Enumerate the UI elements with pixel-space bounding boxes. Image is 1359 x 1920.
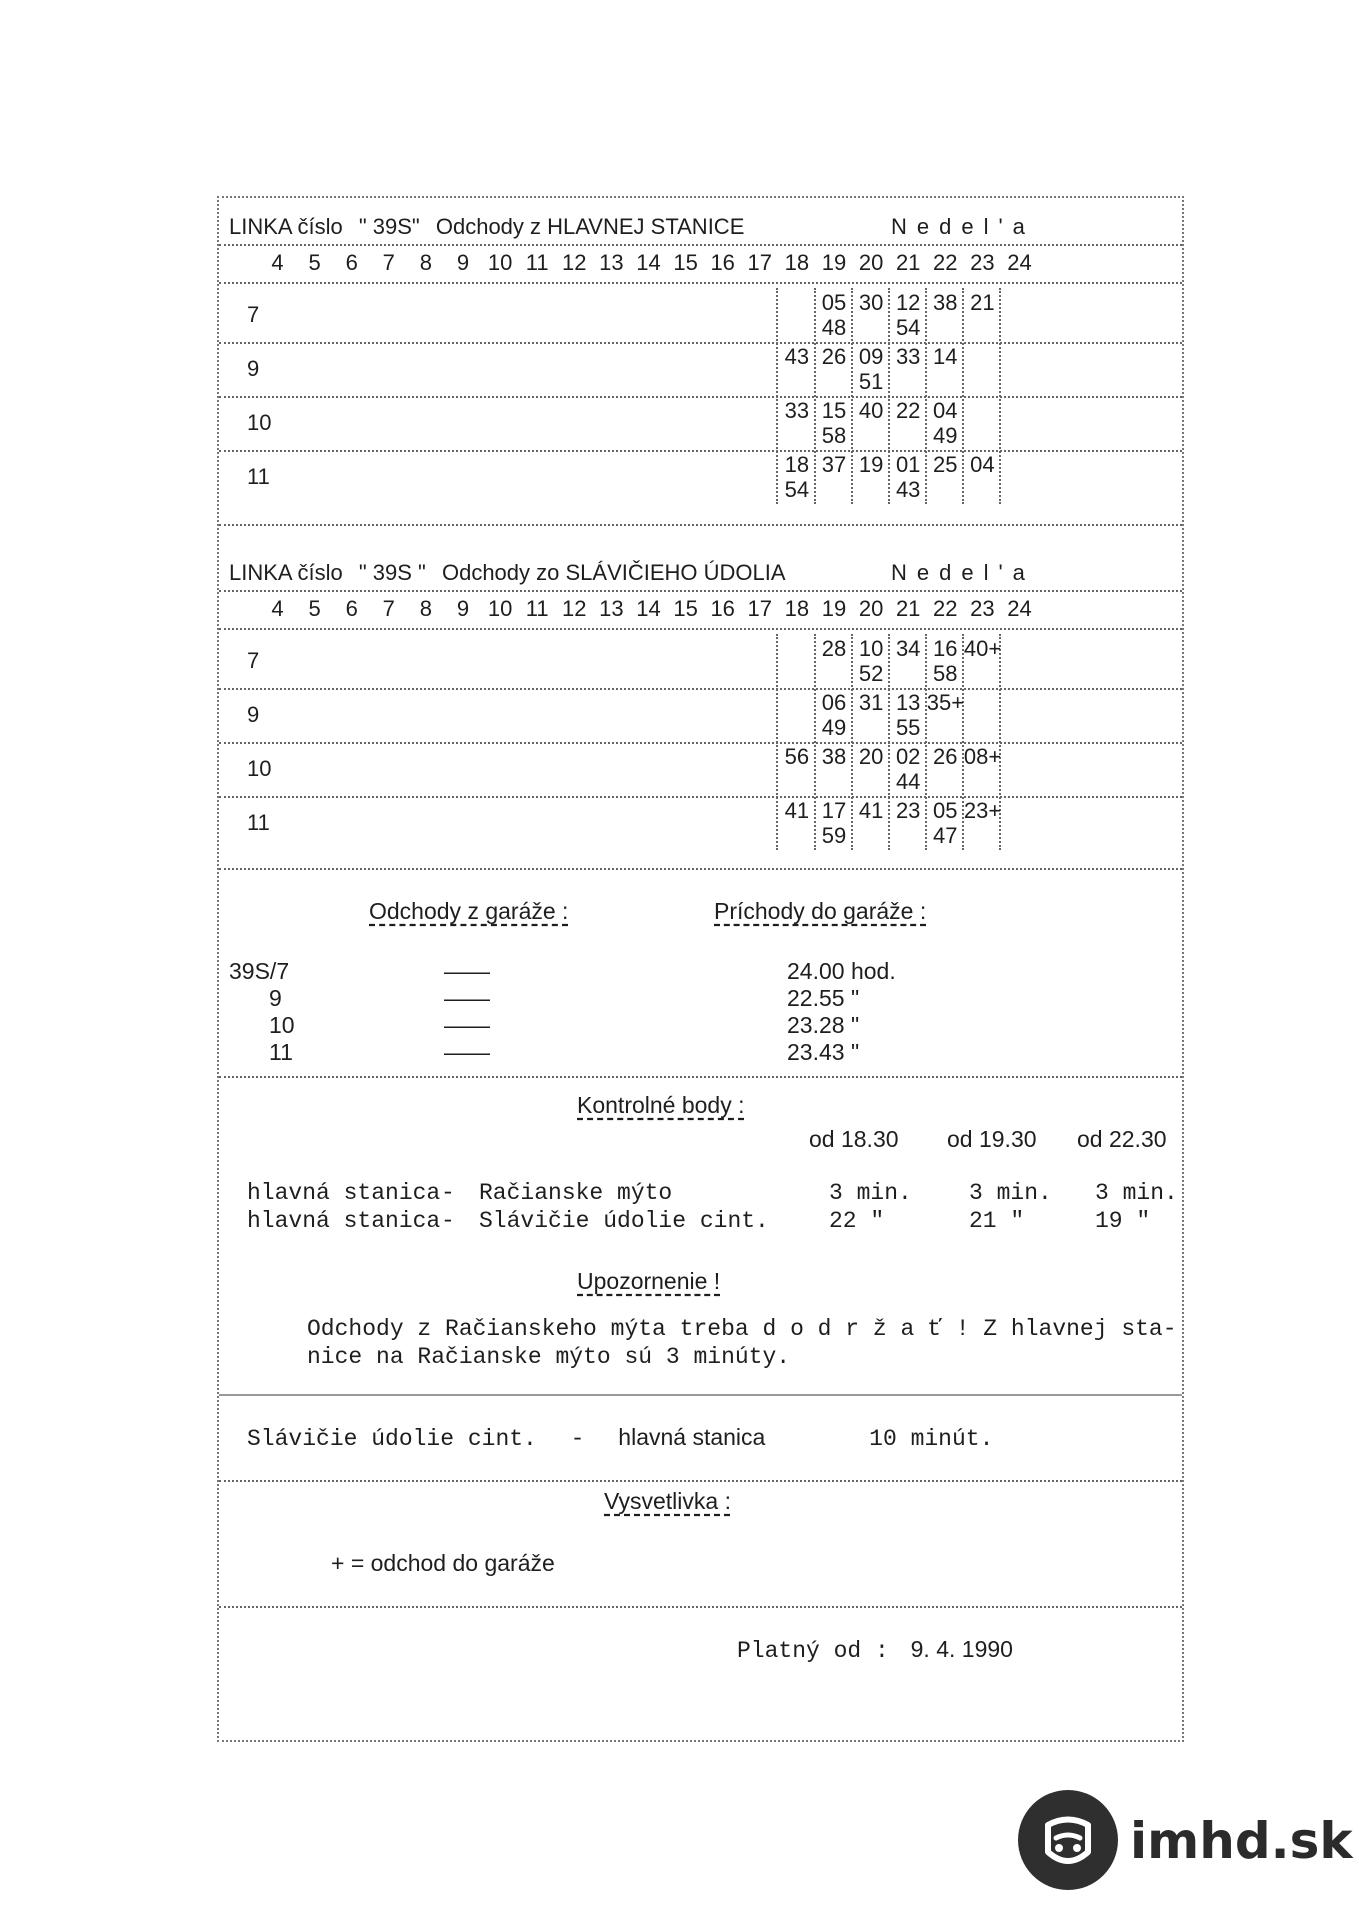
departure-minute: 15 — [821, 398, 847, 423]
garage-arrival: 23.43 " — [787, 1039, 860, 1065]
hour-8: 8 — [419, 596, 433, 621]
hour-22: 22 — [933, 596, 958, 621]
departure-minute: 49 — [933, 423, 958, 448]
checkpoint-value: 3 min. — [969, 1180, 1052, 1206]
garage-departures-title: Odchody z garáže : — [369, 898, 569, 924]
checkpoint-column-header: od 19.30 — [947, 1126, 1037, 1152]
imhd-logo-icon — [1018, 1790, 1118, 1890]
travel-row — [247, 1424, 993, 1452]
departure-minute: 30 — [858, 290, 884, 315]
garage-course: 39S/7 — [229, 958, 290, 984]
hour-22: 22 — [933, 250, 958, 275]
checkpoint-to: Račianske mýto — [479, 1180, 673, 1206]
hour-11: 11 — [525, 250, 549, 275]
hour-13: 13 — [599, 596, 624, 621]
departure-minute: 38 — [933, 290, 958, 315]
hour-6: 6 — [345, 596, 358, 621]
departure-minute: 58 — [821, 423, 847, 448]
valid-from-date: 9. 4. 1990 — [910, 1636, 1013, 1662]
hour-20: 20 — [858, 596, 884, 621]
travel-dash: - — [570, 1426, 585, 1452]
section2-title — [229, 560, 786, 586]
departure-minute: 55 — [895, 715, 921, 740]
hour-15: 15 — [673, 250, 698, 275]
departure-minute: 12 — [895, 290, 921, 315]
departure-minute: 01 — [895, 452, 921, 477]
departure-minute: 20 — [858, 744, 884, 769]
departure-minute: 02 — [895, 744, 921, 769]
departure-minute: 59 — [821, 823, 847, 848]
checkpoint-column-header: od 22.30 — [1077, 1126, 1167, 1152]
hour-4: 4 — [271, 596, 284, 621]
section1-hours-header — [219, 248, 1182, 278]
departure-minute: 23 — [895, 798, 921, 823]
course-label: 7 — [247, 648, 260, 673]
garage-departure: —— — [444, 985, 490, 1011]
departure-minute: 05 — [821, 290, 847, 315]
hour-19: 19 — [821, 596, 847, 621]
garage-course: 9 — [269, 985, 282, 1011]
departure-minute: 41 — [784, 798, 810, 823]
departure-minute: 54 — [784, 477, 810, 502]
section2-line: " 39S " — [358, 560, 426, 585]
section2-title-prefix: LINKA číslo — [229, 560, 343, 585]
departure-minute: 22 — [895, 398, 921, 423]
section2-hours-header — [219, 594, 1182, 624]
valid-from — [737, 1636, 1013, 1664]
departure-minute: 56 — [784, 744, 810, 769]
garage-arrival: 24.00 hod. — [787, 958, 896, 984]
departure-minute: 31 — [858, 690, 884, 715]
hour-12: 12 — [562, 250, 587, 275]
hour-20: 20 — [858, 250, 884, 275]
checkpoint-from: hlavná stanica — [247, 1208, 441, 1234]
valid-from-label: Platný od : — [737, 1638, 889, 1664]
garage-course: 10 — [269, 1012, 295, 1038]
section1-direction: Odchody z HLAVNEJ STANICE — [435, 214, 745, 239]
garage-course: 11 — [269, 1039, 293, 1065]
hour-4: 4 — [271, 250, 284, 275]
departure-minute: 49 — [821, 715, 847, 740]
departure-minute: 47 — [933, 823, 958, 848]
departure-minute: 41 — [858, 798, 884, 823]
section1-line: " 39S" — [358, 214, 420, 239]
imhd-logo-text: imhd.sk — [1130, 1812, 1353, 1870]
departure-minute: 28 — [821, 636, 847, 661]
checkpoint-value: 21 " — [969, 1208, 1025, 1234]
course-label: 11 — [247, 464, 270, 489]
checkpoint-dash: - — [441, 1208, 455, 1234]
departure-minute: 44 — [895, 769, 921, 794]
departure-minute: 13 — [895, 690, 921, 715]
departure-minute: 19 — [858, 452, 884, 477]
hour-17: 17 — [747, 596, 773, 621]
hour-7: 7 — [382, 250, 395, 275]
departure-minute: 17 — [821, 798, 847, 823]
hour-13: 13 — [599, 250, 624, 275]
garage-departure: —— — [444, 1039, 490, 1065]
section1-title — [229, 214, 744, 240]
departure-minute: 04 — [933, 398, 958, 423]
hour-24: 24 — [1007, 596, 1032, 621]
departure-minute: 25 — [933, 452, 958, 477]
hour-14: 14 — [636, 250, 661, 275]
departure-minute: 35+ — [926, 690, 965, 715]
departure-minute: 43 — [895, 477, 921, 502]
departure-minute: 33 — [784, 398, 810, 423]
hour-21: 21 — [895, 596, 921, 621]
departure-minute: 43 — [784, 344, 810, 369]
departure-minute: 21 — [970, 290, 995, 315]
course-label: 10 — [247, 410, 272, 435]
course-label: 10 — [247, 756, 272, 781]
legend-title: Vysvetlivka : — [604, 1488, 731, 1514]
checkpoint-value: 3 min. — [1095, 1180, 1178, 1206]
hour-14: 14 — [636, 596, 661, 621]
departure-minute: 10 — [858, 636, 884, 661]
notice-line2: nice na Račianske mýto sú 3 minúty. — [307, 1344, 791, 1370]
checkpoint-column-header: od 18.30 — [809, 1126, 899, 1152]
departure-minute: 26 — [933, 744, 958, 769]
notice-line1: Odchody z Račianskeho mýta treba d o d r ž a ť ! Z hlavnej sta- — [307, 1316, 1177, 1342]
hour-18: 18 — [784, 596, 810, 621]
garage-arrivals-title: Príchody do garáže : — [714, 898, 927, 924]
checkpoint-value: 22 " — [829, 1208, 885, 1234]
checkpoint-value: 3 min. — [829, 1180, 912, 1206]
departure-minute: 38 — [821, 744, 847, 769]
departure-minute: 58 — [933, 661, 958, 686]
hour-7: 7 — [382, 596, 395, 621]
departure-minute: 05 — [933, 798, 958, 823]
travel-from: Slávičie údolie cint. — [247, 1426, 537, 1452]
departure-minute: 37 — [821, 452, 847, 477]
hour-10: 10 — [487, 596, 513, 621]
departure-minute: 06 — [821, 690, 847, 715]
garage-arrival: 22.55 " — [787, 985, 860, 1011]
hour-5: 5 — [308, 250, 321, 275]
hour-12: 12 — [562, 596, 587, 621]
hour-16: 16 — [710, 250, 735, 275]
departure-minute: 26 — [821, 344, 847, 369]
hour-17: 17 — [747, 250, 773, 275]
timetable-sheet — [217, 196, 1184, 1742]
hour-9: 9 — [456, 250, 470, 275]
departure-minute: 14 — [933, 344, 958, 369]
hour-9: 9 — [456, 596, 470, 621]
hour-15: 15 — [673, 596, 698, 621]
travel-time: 10 minút. — [869, 1426, 994, 1452]
departure-minute: 54 — [895, 315, 921, 340]
hour-10: 10 — [487, 250, 513, 275]
course-label: 7 — [247, 302, 260, 327]
checkpoint-dash: - — [441, 1180, 455, 1206]
hour-18: 18 — [784, 250, 810, 275]
hour-23: 23 — [970, 250, 995, 275]
checkpoints-title: Kontrolné body : — [577, 1092, 745, 1118]
section2-day: Nedel'a — [891, 560, 1035, 585]
departure-minute: 09 — [858, 344, 884, 369]
checkpoint-from: hlavná stanica — [247, 1180, 441, 1206]
hour-5: 5 — [308, 596, 321, 621]
hour-16: 16 — [710, 596, 735, 621]
departure-minute: 52 — [858, 661, 884, 686]
departure-minute: 40+ — [963, 636, 1002, 661]
hour-19: 19 — [821, 250, 847, 275]
section1-title-prefix: LINKA číslo — [229, 214, 343, 239]
departure-minute: 48 — [821, 315, 847, 340]
section1-day: Nedel'a — [891, 214, 1035, 239]
departure-minute: 40 — [858, 398, 884, 423]
travel-to: hlavná stanica — [618, 1424, 766, 1450]
course-label: 9 — [247, 356, 260, 381]
departure-minute: 23+ — [963, 798, 1002, 823]
hour-23: 23 — [970, 596, 995, 621]
departure-minute: 18 — [784, 452, 810, 477]
garage-departure: —— — [444, 958, 490, 984]
departure-minute: 16 — [933, 636, 958, 661]
departure-minute: 08+ — [963, 744, 1002, 769]
hour-24: 24 — [1007, 250, 1032, 275]
departure-minute: 34 — [895, 636, 921, 661]
checkpoint-to: Slávičie údolie cint. — [479, 1208, 769, 1234]
hour-21: 21 — [895, 250, 921, 275]
garage-arrival: 23.28 " — [787, 1012, 860, 1038]
departure-minute: 51 — [858, 369, 884, 394]
departure-minute: 04 — [970, 452, 995, 477]
course-label: 11 — [247, 810, 270, 835]
departure-minute: 33 — [895, 344, 921, 369]
checkpoint-value: 19 " — [1095, 1208, 1151, 1234]
hour-11: 11 — [525, 596, 549, 621]
course-label: 9 — [247, 702, 260, 727]
section2-direction: Odchody zo SLÁVIČIEHO ÚDOLIA — [441, 560, 786, 585]
imhd-logo — [1018, 1790, 1353, 1890]
hour-8: 8 — [419, 250, 433, 275]
hour-6: 6 — [345, 250, 358, 275]
garage-departure: —— — [444, 1012, 490, 1038]
notice-title: Upozornenie ! — [577, 1268, 721, 1294]
legend-text: + = odchod do garáže — [331, 1550, 555, 1576]
